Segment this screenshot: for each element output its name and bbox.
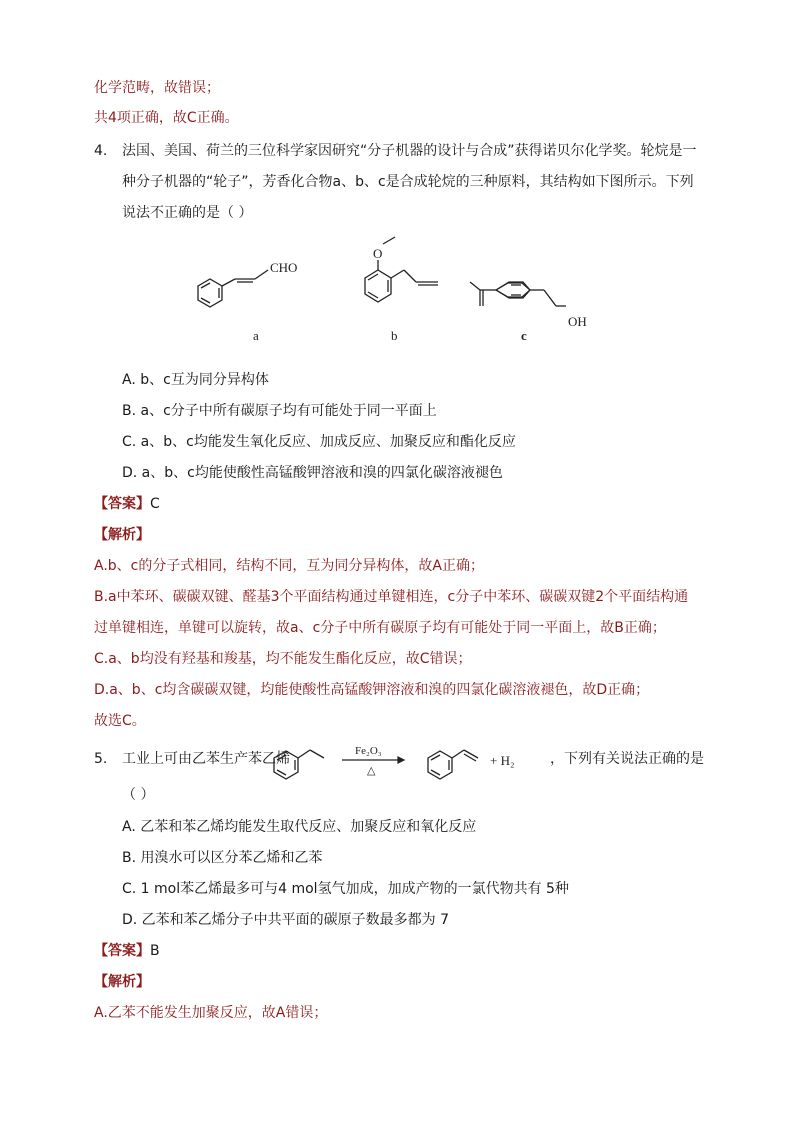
- q4-stem-line-2: 种分子机器的“轮子”，芳香化合物a、b、c是合成轮烷的三种原料，其结构如下图所示。下列: [122, 174, 694, 190]
- structure-a-cho: CHO: [270, 260, 298, 275]
- q5-option-d: D. 乙苯和苯乙烯分子中共平面的碳原子数最多都为 7: [122, 912, 450, 928]
- q5-stem-pre: 工业上可由乙苯生产苯乙烯: [122, 751, 290, 767]
- structure-b-label: b: [391, 328, 398, 343]
- q5-analysis-label: 【解析】: [94, 974, 150, 990]
- q5-answer: [94, 941, 160, 961]
- structure-a: [198, 270, 268, 307]
- q4-analysis-line-2: B.a中苯环、碳碳双键、醛基3个平面结构通过单键相连，c分子中苯环、碳碳双键2个平面结构通: [94, 589, 689, 605]
- q4-stem-line-1: 法国、美国、荷兰的三位科学家因研究“分子机器的设计与合成”获得诺贝尔化学奖。轮烷是一: [122, 143, 697, 159]
- q5-option-a: A. 乙苯和苯乙烯均能发生取代反应、加聚反应和氧化反应: [122, 819, 477, 835]
- q4-answer: [94, 494, 160, 514]
- ethylbenzene-structure: [274, 750, 324, 779]
- q4-analysis-label: 【解析】: [94, 527, 150, 543]
- q4-stem-line-3: 说法不正确的是（ ）: [122, 205, 253, 221]
- q4-structures-figure: [180, 230, 620, 350]
- q4-number: 4.: [94, 143, 108, 159]
- q4-option-a: A. b、c互为同分异构体: [122, 372, 269, 388]
- q5-reaction-figure: [266, 732, 526, 788]
- q4-analysis-line-6: 故选C。: [94, 713, 146, 729]
- q5-analysis-line-1: A.乙苯不能发生加聚反应，故A错误；: [94, 1005, 328, 1021]
- prev-line-1: 化学范畴，故错误；: [94, 80, 220, 96]
- styrene-structure: [428, 750, 478, 779]
- structure-c-label: c: [521, 328, 527, 343]
- q5-option-b: B. 用溴水可以区分苯乙烯和乙苯: [122, 850, 323, 866]
- q5-number: 5.: [94, 751, 108, 767]
- structure-c-oh: OH: [568, 314, 587, 329]
- q5-stem-post: ，下列有关说法正确的是: [550, 751, 704, 767]
- reaction-catalyst: Fe₂O₃: [355, 745, 382, 757]
- q4-analysis-line-3: 过单键相连，单键可以旋转，故a、c分子中所有碳原子均有可能处于同一平面上，故B正确；: [94, 620, 666, 636]
- q4-answer-value: C: [150, 496, 160, 512]
- reaction-heat: △: [367, 765, 376, 777]
- q4-analysis-line-1: A.b、c的分子式相同，结构不同，互为同分异构体，故A正确；: [94, 558, 484, 574]
- q5-answer-value: B: [150, 943, 160, 959]
- q4-option-b: B. a、c分子中所有碳原子均有可能处于同一平面上: [122, 403, 437, 419]
- reaction-plus-h2: + H₂: [490, 753, 515, 768]
- q5-option-c: C. 1 mol苯乙烯最多可与4 mol氢气加成，加成产物的一氯代物共有 5种: [122, 881, 569, 897]
- q5-stem-line-2: （ ）: [122, 787, 155, 803]
- q4-option-c: C. a、b、c均能发生氧化反应、加成反应、加聚反应和酯化反应: [122, 434, 516, 450]
- q4-option-d: D. a、b、c均能使酸性高锰酸钾溶液和溴的四氯化碳溶液褪色: [122, 465, 503, 481]
- q4-analysis-line-5: D.a、b、c均含碳碳双键，均能使酸性高锰酸钾溶液和溴的四氯化碳溶液褪色，故D正确；: [94, 682, 650, 698]
- q4-answer-label: 【答案】: [94, 496, 150, 512]
- prev-line-2: 共4项正确，故C正确。: [94, 110, 239, 126]
- q4-analysis-line-4: C.a、b均没有羟基和羧基，均不能发生酯化反应，故C错误；: [94, 651, 472, 667]
- q5-answer-label: 【答案】: [94, 943, 150, 959]
- structure-a-label: a: [253, 328, 259, 343]
- structure-c: [470, 282, 566, 306]
- reaction-arrow: [342, 757, 404, 763]
- structure-b-oxygen: O: [373, 246, 383, 261]
